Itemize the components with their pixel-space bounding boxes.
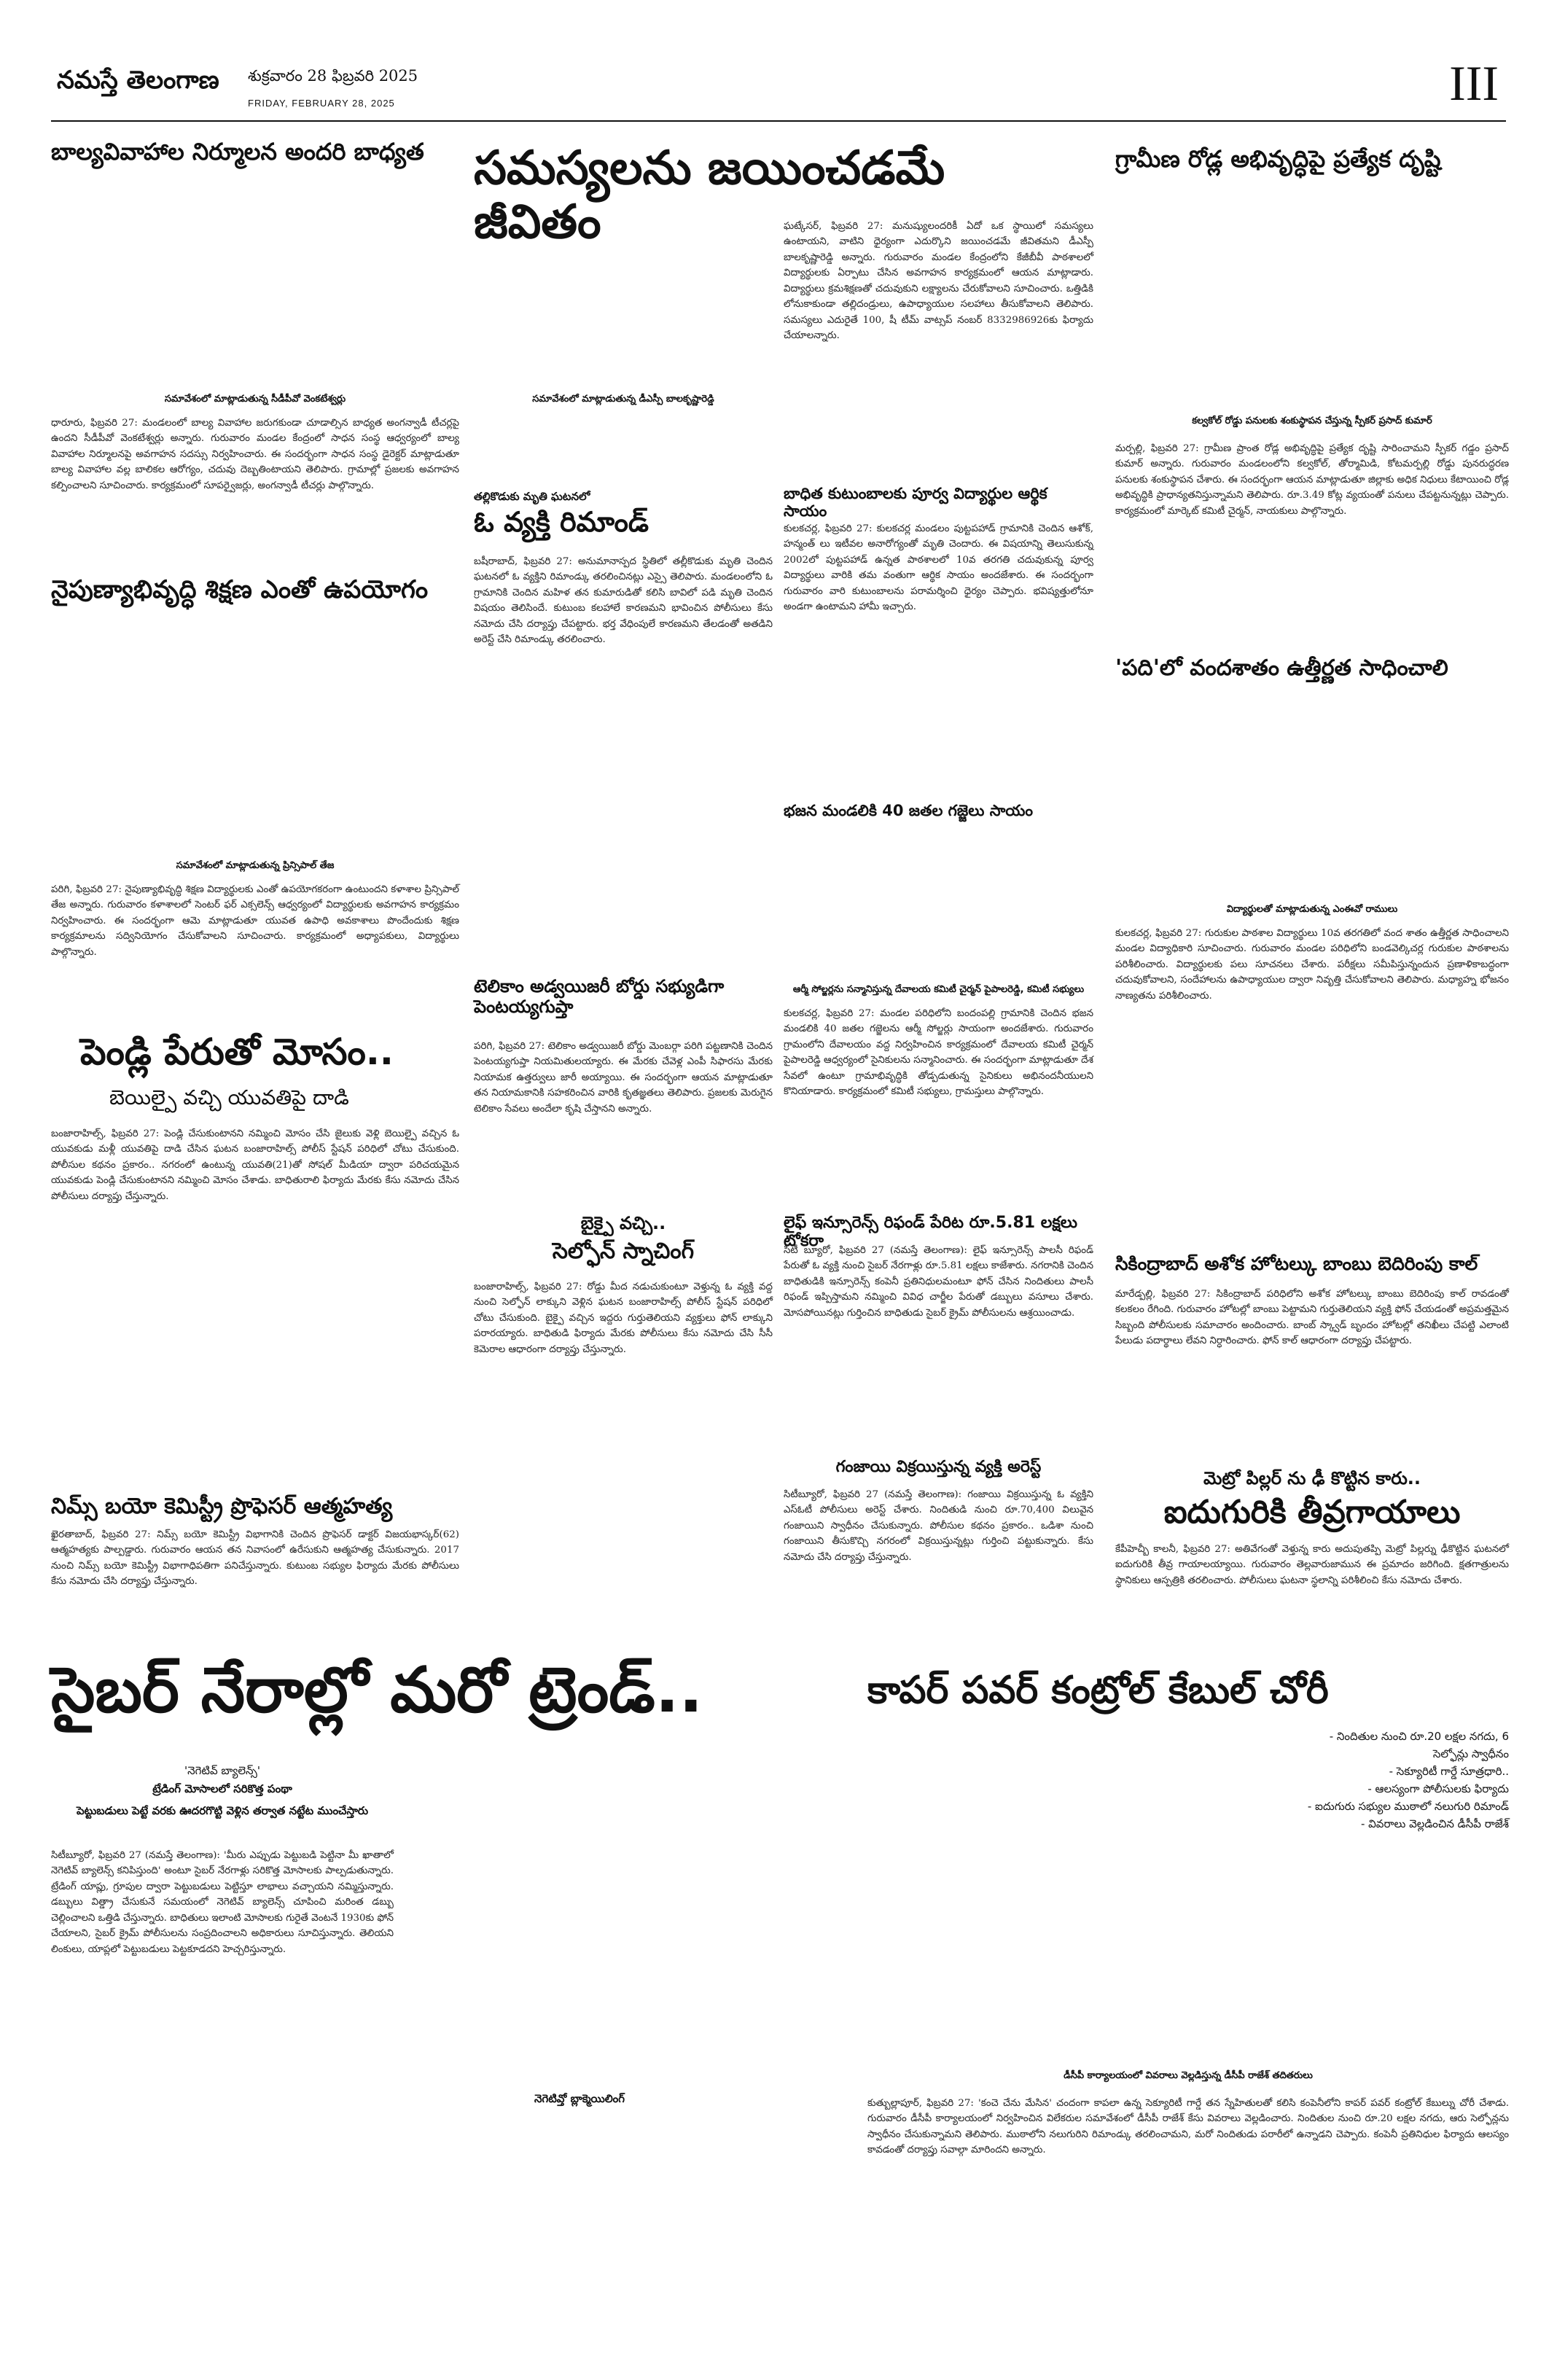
headline-remand: ఓ వ్యక్తి రిమాండ్ (474, 506, 649, 538)
kicker-snatching: బైక్పై వచ్చి.. (580, 1213, 666, 1233)
body-bhajan: కులకచర్ల, ఫిబ్రవరి 27: మండల పరిధిలోని బందంపల్లి గ్రామానికి చెందిన భజన మండలికి 40 జతల గజ్జెలను ఆర్మీ సోల్జర్లు సాయంగా అందజేశారు. గురువారం గ్రామంలోని దేవాలయం వద్ద నిర్వహించిన కార్యక్రమంలో దేవాలయ కమిటీ చైర్మన్ పైపాలరెడ్డి ఆధ్వర్యంలో సైనికులను సన్మానించారు. ఈ సందర్భంగా మాట్లాడుతూ దేశ సేవలో ఉంటూ గ్రామాభివృద్ధికి తోడ్పడుతున్న సైనికులు అభినందనీయులని కొనియాడారు. కార్యక్రమంలో కమిటీ సభ్యులు, గ్రామస్తులు పాల్గొన్నారు. (784, 1008, 1093, 1098)
body-insurance: సిటీ బ్యూరో, ఫిబ్రవరి 27 (నమస్తే తెలంగాణ): లైఫ్ ఇన్సూరెన్స్ పాలసీ రిఫండ్ పేరుతో ఓ వ్యక్తి నుంచి సైబర్ నేరగాళ్లు రూ.5.81 లక్షలు కాజేశారు. నగరానికి చెందిన బాధితుడికి ఇన్సూరెన్స్ కంపెనీ ప్రతినిధులమంటూ ఫోన్ చేసిన నిందితులు పాలసీ రిఫండ్ ఇప్పిస్తామని నమ్మించి వివిధ చార్జీల పేరుతో డబ్బులు వసూలు చేశారు. మోసపోయినట్లు గుర్తించిన బాధితుడు సైబర్ క్రైమ్ పోలీసులను ఆశ్రయించాడు. (784, 1245, 1093, 1319)
headline-child-marriage: బాల్యవివాహాల నిర్మూలన అందరి బాధ్యత (51, 138, 424, 165)
headline-marriage-fraud: పెండ్లి పేరుతో మోసం.. (80, 1031, 394, 1073)
deck-cyber-3: పెట్టుబడులు పెట్టే వరకు ఊదరగొట్టి వెళ్లిన తర్వాత నట్టేట ముంచేస్తారు (76, 1804, 369, 1817)
deck-cyber-1: 'నెగెటివ్ బ్యాలెన్స్' (184, 1764, 260, 1777)
body-rural-roads: మర్పల్లి, ఫిబ్రవరి 27: గ్రామీణ ప్రాంత రోడ్ల అభివృద్ధిపై ప్రత్యేక దృష్టి సారించామని స్పీకర్ గడ్డం ప్రసాద్ కుమార్ అన్నారు. గురువారం మండలంలోని కల్వకోల్, తోర్మామిడి, కోటమర్పల్లి రోడ్డు పునరుద్ధరణ పనులకు శంకుస్థాపన చేశారు. ఈ సందర్భంగా ఆయన మాట్లాడుతూ జిల్లాకు అధిక నిధులు కేటాయించి రోడ్ల అభివృద్ధికి ప్రాధాన్యతనిస్తున్నామని తెలిపారు. రూ.3.49 కోట్ల వ్యయంతో పనులు చేపట్టనున్నట్లు చెప్పారు. కార్యక్రమంలో మార్కెట్ కమిటీ చైర్మన్, నాయకులు పాల్గొన్నారు. (1115, 443, 1509, 517)
headline-telecom: టెలికాం అడ్వయిజరీ బోర్డు సభ్యుడిగా పెంటయ్యగుప్తా (474, 976, 725, 1017)
caption-bhajan: ఆర్మీ సోల్జర్లను సన్మానిస్తున్న దేవాలయ కమిటీ చైర్మన్ పైపాలరెడ్డి, కమిటీ సభ్యులు (792, 984, 1085, 995)
caption-life-problems: సమావేశంలో మాట్లాడుతున్న డీఎస్పీ బాలకృష్ణారెడ్డి (532, 394, 714, 405)
body-copper-cable: కుత్బుల్లాపూర్, ఫిబ్రవరి 27: 'కంచె చేను మేసిన' చందంగా కాపలా ఉన్న సెక్యూరిటీ గార్డే తన స్నేహితులతో కలిసి కంపెనీలోని కాపర్ పవర్ కంట్రోల్ కేబుల్ను చోరీ చేశాడు. గురువారం డీసీపీ కార్యాలయంలో నిర్వహించిన విలేకరుల సమావేశంలో డీసీపీ రాజేశ్ కేసు వివరాలు వెల్లడించారు. నిందితుల నుంచి రూ.20 లక్షల నగదు, ఆరు సెల్ఫోన్లను స్వాధీనం చేసుకున్నామని తెలిపారు. ముఠాలోని నలుగురిని రిమాండ్కు తరలించామని, మరో నిందితుడు పరారీలో ఉన్నాడని చెప్పారు. కంపెనీ ప్రతినిధుల ఫిర్యాదు ఆలస్యం కావడంతో దర్యాప్తు సవాల్గా మారిందని అన్నారు. (867, 2098, 1509, 2156)
copper-bullet: - నిందితుల నుంచి రూ.20 లక్షల నగదు, 6 సెల్ఫోన్లు స్వాధీనం (1329, 1730, 1509, 1760)
body-marriage-fraud: బంజారాహిల్స్, ఫిబ్రవరి 27: పెండ్లి చేసుకుంటానని నమ్మించి మోసం చేసి జైలుకు వెళ్లి బెయిల్పై వచ్చిన ఓ యువకుడు మళ్లీ యువతిపై దాడి చేసిన ఘటన బంజారాహిల్స్ పోలీస్ స్టేషన్ పరిధిలో చోటు చేసుకుంది. పోలీసుల కథనం ప్రకారం.. నగరంలో ఉంటున్న యువతి(21)తో సోషల్ మీడియా ద్వారా పరిచయమైన యువకుడు పెండ్లి చేసుకుంటానని నమ్మించి మోసం చేశాడు. బాధితురాలి ఫిర్యాదు మేరకు కేసు నమోదు చేసిన పోలీసులు దర్యాప్తు చేస్తున్నారు. (51, 1128, 459, 1202)
headline-rural-roads: గ్రామీణ రోడ్ల అభివృద్ధిపై ప్రత్యేక దృష్టి (1115, 145, 1441, 173)
date-telugu: శుక్రవారం 28 ఫిబ్రవరి 2025 (248, 67, 418, 85)
body-student-aid: కులకచర్ల, ఫిబ్రవరి 27: కులకచర్ల మండలం పుట్టపహాడ్ గ్రామానికి చెందిన ఆశోక్, హన్మంత్ లు ఇటీవల అనారోగ్యంతో మృతి చెందారు. ఈ విషయాన్ని తెలుసుకున్న 2002లో పుట్టపహాడ్ ఉన్నత పాఠశాలలో 10వ తరగతి చదువుకున్న పూర్వ విద్యార్థులు వారికి తమ వంతుగా ఆర్థిక సాయం అందజేశారు. ఈ సందర్భంగా గురువారం వారి కుటుంబాలను పరామర్శించి ధైర్యం చెప్పారు. భవిష్యత్తులోనూ అండగా ఉంటామని హామీ ఇచ్చారు. (784, 523, 1093, 613)
page-number: III (1449, 55, 1499, 111)
caption-hundred-percent: విద్యార్థులతో మాట్లాడుతున్న ఎంఈవో రాములు (1226, 904, 1398, 915)
body-cyber-trend: సిటీబ్యూరో, ఫిబ్రవరి 27 (నమస్తే తెలంగాణ): 'మీరు ఎప్పుడు పెట్టుబడి పెట్టినా మీ ఖాతాలో నెగెటివ్ బ్యాలెన్స్ కనిపిస్తుంది' అంటూ సైబర్ నేరగాళ్లు సరికొత్త మోసాలకు పాల్పడుతున్నారు. ట్రేడింగ్ యాప్లు, గ్రూపుల ద్వారా పెట్టుబడులు పెట్టిస్తూ లాభాలు వచ్చాయని నమ్మిస్తున్నారు. డబ్బులు విత్డ్రా చేసుకునే సమయంలో నెగెటివ్ బ్యాలెన్స్ చూపించి మరింత డబ్బు చెల్లించాలని ఒత్తిడి చేస్తున్నారు. బాధితులు ఇలాంటి మోసాలకు గురైతే వెంటనే 1930కు ఫోన్ చేయాలని, సైబర్ క్రైమ్ పోలీసులను సంప్రదించాలని అధికారులు సూచిస్తున్నారు. తెలియని లింకులు, యాప్లలో పెట్టుబడులు పెట్టకూడదని హెచ్చరిస్తున్నారు. (51, 1850, 394, 1955)
headline-copper-cable: కాపర్ పవర్ కంట్రోల్ కేబుల్ చోరీ (867, 1669, 1329, 1712)
headline-cyber-trend: సైబర్ నేరాల్లో మరో ట్రెండ్.. (51, 1654, 703, 1727)
body-telecom: పరిగి, ఫిబ్రవరి 27: టెలికాం అడ్వయిజరీ బోర్డు మెంబర్గా పరిగి పట్టణానికి చెందిన పెంటయ్యగుప్తా నియమితులయ్యారు. ఈ మేరకు చేవెళ్ల ఎంపీ సిఫారసు మేరకు నియామక ఉత్తర్వులు జారీ అయ్యాయి. ఈ సందర్భంగా ఆయన మాట్లాడుతూ తన నియామకానికి సహకరించిన వారికి కృతజ్ఞతలు తెలిపారు. ప్రజలకు మెరుగైన టెలికాం సేవలు అందేలా కృషి చేస్తానని అన్నారు. (474, 1041, 773, 1115)
headline-bhajan: భజన మండలికి 40 జతల గజ్జెలు సాయం (784, 802, 1034, 819)
headline-student-aid: బాధిత కుటుంబాలకు పూర్వ విద్యార్థుల ఆర్థిక సాయం (784, 485, 1047, 520)
caption-skill-training: సమావేశంలో మాట్లాడుతున్న ప్రిన్సిపాల్ తేజ (176, 860, 335, 871)
copper-bullets (1298, 1728, 1509, 1833)
kicker-metro: మెట్రో పిల్లర్ ను ఢీ కొట్టిన కారు.. (1203, 1468, 1421, 1489)
caption-rural-roads: కల్వకోల్ రోడ్డు పనులకు శంకుస్థాపన చేస్తున్న స్పీకర్ ప్రసాద్ కుమార్ (1192, 415, 1432, 426)
caption-child-marriage: సమావేశంలో మాట్లాడుతున్న సీడీపీవో వెంకటేశ్వర్లు (164, 394, 346, 405)
headline-snatching: సెల్ఫోన్ స్నాచింగ్ (552, 1238, 695, 1264)
headline-ganja: గంజాయి విక్రయిస్తున్న వ్యక్తి అరెస్ట్ (835, 1458, 1042, 1476)
body-child-marriage: ధారూరు, ఫిబ్రవరి 27: మండలంలో బాల్య వివాహాల జరుగకుండా చూడాల్సిన బాధ్యత అంగన్వాడీ టీచర్లపై ఉందని సీడీపీవో వెంకటేశ్వర్లు అన్నారు. గురువారం మండల కేంద్రంలో సాధన సంస్థ ఆధ్వర్యంలో బాల్య వివాహాల నిర్మూలనపై అవగాహన సదస్సు నిర్వహించారు. ఈ సందర్భంగా సాధన సంస్థ డైరెక్టర్ మాట్లాడుతూ బాల్య వివాహాల వల్ల బాలికల ఆరోగ్యం, చదువు దెబ్బతింటాయని తెలిపారు. గ్రామాల్లో ప్రజలకు అవగాహన కల్పించాలని సూచించారు. కార్యక్రమంలో సూపర్వైజర్లు, అంగన్వాడీ టీచర్లు పాల్గొన్నారు. (51, 418, 459, 491)
body-hundred-percent: కులకచర్ల, ఫిబ్రవరి 27: గురుకుల పాఠశాల విద్యార్థులు 10వ తరగతిలో వంద శాతం ఉత్తీర్ణత సాధించాలని మండల విద్యాధికారి సూచించారు. గురువారం మండల పరిధిలోని బండవెల్కిచర్ల గురుకుల పాఠశాలను పరిశీలించారు. విద్యార్థులకు పలు సూచనలు చేశారు. పరీక్షలు సమీపిస్తున్నందున ప్రణాళికాబద్ధంగా చదువుకోవాలని, సందేహాలను ఉపాధ్యాయుల ద్వారా నివృత్తి చేసుకోవాలని తెలిపారు. మధ్యాహ్న భోజనం నాణ్యతను పరిశీలించారు. (1115, 928, 1509, 1002)
copper-bullet: - సెక్యూరిటీ గార్డే సూత్రధారి.. (1389, 1765, 1509, 1778)
body-remand: బషీరాబాద్, ఫిబ్రవరి 27: అనుమానాస్పద స్థితిలో తల్లీకొడుకు మృతి చెందిన ఘటనలో ఓ వ్యక్తిని రిమాండ్కు తరలించినట్లు ఎస్సై తెలిపారు. మండలంలోని ఓ గ్రామానికి చెందిన మహిళ తన కుమారుడితో కలిసి బావిలో పడి మృతి చెందిన విషయం తెలిసిందే. కుటుంబ కలహాలే కారణమని భావించిన పోలీసులు కేసు నమోదు చేసి దర్యాప్తు చేపట్టారు. భర్త వేధింపులే కారణమని తేలడంతో అతడిని అరెస్ట్ చేసి రిమాండ్కు తరలించారు. (474, 556, 773, 646)
copper-bullet: - ఆలస్యంగా పోలీసులకు ఫిర్యాదు (1367, 1782, 1509, 1795)
caption-copper-cable: డీసీపీ కార్యాలయంలో వివరాలు వెల్లడిస్తున్న డీసీపీ రాజేశ్ తదితరులు (1064, 2070, 1313, 2081)
body-bomb: మారేడ్పల్లి, ఫిబ్రవరి 27: సికింద్రాబాద్ పరిధిలోని అశోక హోటల్కు బాంబు బెదిరింపు కాల్ రావడంతో కలకలం రేగింది. గురువారం హోటల్లో బాంబు పెట్టామని గుర్తుతెలియని వ్యక్తి ఫోన్ చేయడంతో అప్రమత్తమైన సిబ్బంది పోలీసులకు సమాచారం అందించారు. బాంబ్ స్క్వాడ్ బృందం హోటల్లో తనిఖీలు చేపట్టి ఎలాంటి పేలుడు పదార్థాలు లేవని నిర్ధారించారు. ఫోన్ కాల్ ఆధారంగా దర్యాప్తు చేపట్టారు. (1115, 1289, 1509, 1347)
paper-logo: నమస్తే తెలంగాణ (57, 66, 219, 95)
copper-bullet: - ఐదుగురు సభ్యుల ముఠాలో నలుగురి రిమాండ్ (1307, 1800, 1509, 1813)
copper-bullet: - వివరాలు వెల్లడించిన డీసీపీ రాజేశ్ (1360, 1817, 1509, 1830)
headline-bomb: సికింద్రాబాద్ అశోక హోటల్కు బాంబు బెదిరింపు కాల్ (1115, 1253, 1478, 1274)
body-skill-training: పరిగి, ఫిబ్రవరి 27: నైపుణ్యాభివృద్ధి శిక్షణ విద్యార్థులకు ఎంతో ఉపయోగకరంగా ఉంటుందని కళాశాల ప్రిన్సిపాల్ తేజ అన్నారు. గురువారం కళాశాలలో సెంటర్ ఫర్ ఎక్సలెన్స్ ఆధ్వర్యంలో విద్యార్థులకు అవగాహన కార్యక్రమం నిర్వహించారు. ఈ సందర్భంగా ఆమె మాట్లాడుతూ యువత ఉపాధి అవకాశాలు పొందేందుకు శిక్షణ కార్యక్రమాలను సద్వినియోగం చేసుకోవాలని సూచించారు. కార్యక్రమంలో అధ్యాపకులు, విద్యార్థులు పాల్గొన్నారు. (51, 884, 459, 958)
kicker-remand: తల్లికొడుకు మృతి ఘటనలో (474, 490, 590, 503)
deck-cyber-2: ట్రేడింగ్ మోసాలలో సరికొత్త పంథా (152, 1782, 292, 1795)
body-life-problems: ఘట్కేసర్, ఫిబ్రవరి 27: మనుష్యులందరికీ ఏదో ఒక స్థాయిలో సమస్యలు ఉంటాయని, వాటిని ధైర్యంగా ఎదుర్కొని జయించడమే జీవితమని డీఎస్పీ బాలకృష్ణారెడ్డి అన్నారు. గురువారం మండల కేంద్రంలోని కేజీబీవీ పాఠశాలలో విద్యార్థులకు ఏర్పాటు చేసిన అవగాహన కార్యక్రమంలో ఆయన మాట్లాడారు. విద్యార్థులు క్రమశిక్షణతో చదువుకుని లక్ష్యాలను చేరుకోవాలని సూచించారు. ఒత్తిడికి లోనుకాకుండా తల్లిదండ్రులు, ఉపాధ్యాయుల సలహాలు తీసుకోవాలని తెలిపారు. సమస్యలు ఎదురైతే 100, షీ టీమ్ వాట్సప్ నంబర్ 8332986926కు ఫిర్యాదు చేయాలన్నారు. (784, 221, 1093, 342)
body-snatching: బంజారాహిల్స్, ఫిబ్రవరి 27: రోడ్డు మీద నడుచుకుంటూ వెళ్తున్న ఓ వ్యక్తి వద్ద నుంచి సెల్ఫోన్ లాక్కుని వెళ్లిన ఘటన బంజారాహిల్స్ పోలీస్ స్టేషన్ పరిధిలో చోటు చేసుకుంది. బైక్పై వచ్చిన ఇద్దరు గుర్తుతెలియని వ్యక్తులు ఫోన్ లాక్కుని పరారయ్యారు. బాధితుడి ఫిర్యాదు మేరకు పోలీసులు కేసు నమోదు చేసి సీసీ కెమెరాల ఆధారంగా దర్యాప్తు చేస్తున్నారు. (474, 1281, 773, 1355)
headline-skill-training: నైపుణ్యాభివృద్ధి శిక్షణ ఎంతో ఉపయోగం (51, 575, 429, 604)
body-metro: కేపీహెచ్బీ కాలనీ, ఫిబ్రవరి 27: అతివేగంతో వెళ్తున్న కారు అదుపుతప్పి మెట్రో పిల్లర్ను ఢీకొట్టిన ఘటనలో ఐదుగురికి తీవ్ర గాయాలయ్యాయి. గురువారం తెల్లవారుజామున ఈ ప్రమాదం జరిగింది. క్షతగాత్రులను స్థానికులు ఆస్పత్రికి తరలించారు. పోలీసులు ఘటనా స్థలాన్ని పరిశీలించి కేసు నమోదు చేశారు. (1115, 1544, 1509, 1586)
body-ganja: సిటీబ్యూరో, ఫిబ్రవరి 27 (నమస్తే తెలంగాణ): గంజాయి విక్రయిస్తున్న ఓ వ్యక్తిని ఎస్ఓటీ పోలీసులు అరెస్ట్ చేశారు. నిందితుడి నుంచి రూ.70,400 విలువైన గంజాయిని స్వాధీనం చేసుకున్నారు. పోలీసుల కథనం ప్రకారం.. ఒడిశా నుంచి గంజాయిని తీసుకొచ్చి నగరంలో విక్రయిస్తున్నట్లు గుర్తించి పట్టుకున్నారు. కేసు నమోదు చేసి దర్యాప్తు చేస్తున్నారు. (784, 1489, 1093, 1563)
footer-cyber-trend: నెగెటివ్తో బ్లాక్మెయిలింగ్ (534, 2092, 625, 2105)
headline-life-problems: సమస్యలను జయించడమే జీవితం (474, 141, 945, 249)
date-english: FRIDAY, FEBRUARY 28, 2025 (248, 98, 395, 109)
subhead-marriage-fraud: బెయిల్పై వచ్చి యువతిపై దాడి (109, 1085, 349, 1109)
masthead-rule (51, 120, 1506, 122)
headline-metro: ఐదుగురికి తీవ్రగాయాలు (1163, 1494, 1461, 1531)
headline-hundred-percent: 'పది'లో వందశాతం ఉత్తీర్ణత సాధించాలి (1115, 655, 1448, 681)
body-professor: ఖైరతాబాద్, ఫిబ్రవరి 27: నిమ్స్ బయో కెమిస్ట్రీ విభాగానికి చెందిన ప్రొఫెసర్ డాక్టర్ విజయభాస్కర్(62) ఆత్మహత్యకు పాల్పడ్డారు. గురువారం ఆయన తన నివాసంలో ఉరేసుకుని ఆత్మహత్య చేసుకున్నారు. 2017 నుంచి నిమ్స్ బయో కెమిస్ట్రీ విభాగాధిపతిగా పనిచేస్తున్నారు. కుటుంబ సభ్యుల ఫిర్యాదు మేరకు పోలీసులు కేసు నమోదు చేసి దర్యాప్తు చేస్తున్నారు. (51, 1529, 459, 1588)
headline-insurance: లైఫ్ ఇన్సూరెన్స్ రిఫండ్ పేరిట రూ.5.81 లక్షలు టోకరా (784, 1214, 1078, 1251)
headline-professor: నిమ్స్ బయో కెమిస్ట్రీ ప్రొఫెసర్ ఆత్మహత్య (51, 1494, 393, 1519)
